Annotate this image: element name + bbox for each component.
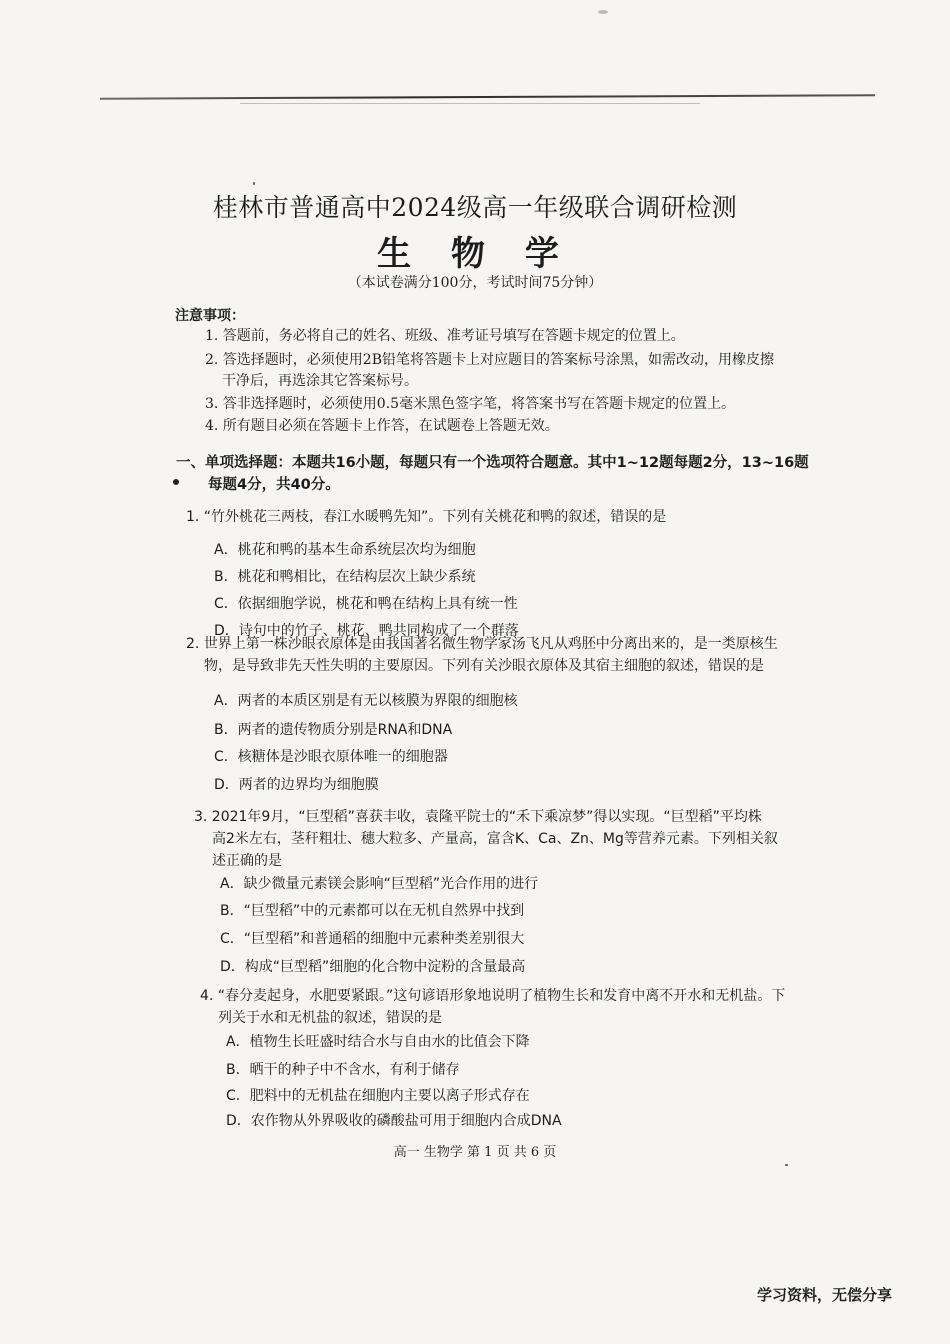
notice-item-2-cont: 干净后，再选涂其它答案标号。 <box>222 373 418 389</box>
notice-item-4: 4. 所有题目必须在答题卡上作答，在试题卷上答题无效。 <box>205 418 559 434</box>
question-3-stem-line-2: 高2米左右，茎秆粗壮、穗大粒多、产量高，富含K、Ca、Zn、Mg等营养元素。下列相关叙 <box>212 831 778 847</box>
question-4-option-d: D．农作物从外界吸收的磷酸盐可用于细胞内合成DNA <box>226 1113 562 1129</box>
question-2-option-b: B．两者的遗传物质分别是RNA和DNA <box>214 722 453 738</box>
notice-item-1: 1. 答题前，务必将自己的姓名、班级、准考证号填写在答题卡规定的位置上。 <box>205 328 685 344</box>
scan-top-rule <box>100 94 875 99</box>
exam-score-note: （本试卷满分100分，考试时间75分钟） <box>347 275 603 291</box>
question-2 <box>186 633 846 677</box>
question-4-option-c: C．肥料中的无机盐在细胞内主要以离子形式存在 <box>226 1088 530 1104</box>
watermark-text: 学习资料，无偿分享 <box>756 1286 892 1304</box>
page-footer: 高一 生物学 第 1 页 共 6 页 <box>393 1145 557 1160</box>
question-3-option-d: D．构成“巨型稻”细胞的化合物中淀粉的含量最高 <box>220 959 526 975</box>
scan-speck <box>598 10 608 14</box>
question-3-stem-line-3: 述正确的是 <box>212 853 282 869</box>
question-2-option-c: C．核糖体是沙眼衣原体唯一的细胞器 <box>214 749 448 765</box>
scan-speck <box>253 182 255 185</box>
notice-item-3: 3. 答非选择题时，必须使用0.5毫米黑色签字笔，将答案书写在答题卡规定的位置上。 <box>205 396 736 412</box>
section-1-line-2: 每题4分，共40分。 <box>208 477 340 493</box>
exam-subject: 生 物 学 <box>377 234 573 274</box>
question-4 <box>200 985 860 1029</box>
question-1-option-c: C．依据细胞学说，桃花和鸭在结构上具有统一性 <box>214 596 518 612</box>
question-1-option-b: B．桃花和鸭相比，在结构层次上缺少系统 <box>214 569 476 585</box>
question-1-option-d: D．诗句中的竹子、桃花、鸭共同构成了一个群落 <box>214 623 519 639</box>
question-1-option-a: A．桃花和鸭的基本生命系统层次均为细胞 <box>214 542 476 558</box>
question-2-option-a: A．两者的本质区别是有无以核膜为界限的细胞核 <box>214 693 518 709</box>
question-4-option-b: B．晒干的种子中不含水，有利于储存 <box>226 1062 460 1078</box>
section-1-heading <box>176 452 846 496</box>
question-4-stem-line-2: 列关于水和无机盐的叙述，错误的是 <box>218 1010 442 1026</box>
section-1-line-1: 一、单项选择题：本题共16小题，每题只有一个选项符合题意。其中1~12题每题2分，13~16题 <box>176 455 809 471</box>
question-2-stem-line-2: 物，是导致非先天性失明的主要原因。下列有关沙眼衣原体及其宿主细胞的叙述，错误的是 <box>204 658 764 674</box>
question-1-stem: 1. “竹外桃花三两枝，春江水暖鸭先知”。下列有关桃花和鸭的叙述，错误的是 <box>186 509 667 525</box>
notice-heading: 注意事项： <box>175 308 245 324</box>
question-2-stem-line-1: 2. 世界上第一株沙眼衣原体是由我国著名微生物学家汤飞凡从鸡胚中分离出来的，是一类原核生 <box>186 636 778 652</box>
question-3-stem-line-1: 3. 2021年9月，“巨型稻”喜获丰收，袁隆平院士的“禾下乘凉梦”得以实现。“巨型稻”平均株 <box>194 809 762 825</box>
question-1 <box>186 506 846 528</box>
question-3-option-b: B．“巨型稻”中的元素都可以在无机自然界中找到 <box>220 903 525 919</box>
question-3 <box>194 806 854 872</box>
scan-speck <box>785 1164 788 1166</box>
question-4-option-a: A．植物生长旺盛时结合水与自由水的比值会下降 <box>226 1034 530 1050</box>
question-2-option-d: D．两者的边界均为细胞膜 <box>214 777 379 793</box>
question-4-stem-line-1: 4. “春分麦起身，水肥要紧跟。”这句谚语形象地说明了植物生长和发育中离不开水和无机盐。下 <box>200 988 786 1004</box>
notice-item-2: 2. 答选择题时，必须使用2B铅笔将答题卡上对应题目的答案标号涂黑，如需改动，用橡皮擦 <box>205 352 775 368</box>
scan-top-rule-faint <box>240 103 700 104</box>
exam-title: 桂林市普通高中2024级高一年级联合调研检测 <box>212 193 738 222</box>
question-3-option-a: A．缺少微量元素镁会影响“巨型稻”光合作用的进行 <box>220 876 539 892</box>
question-3-option-c: C．“巨型稻”和普通稻的细胞中元素种类差别很大 <box>220 931 525 947</box>
